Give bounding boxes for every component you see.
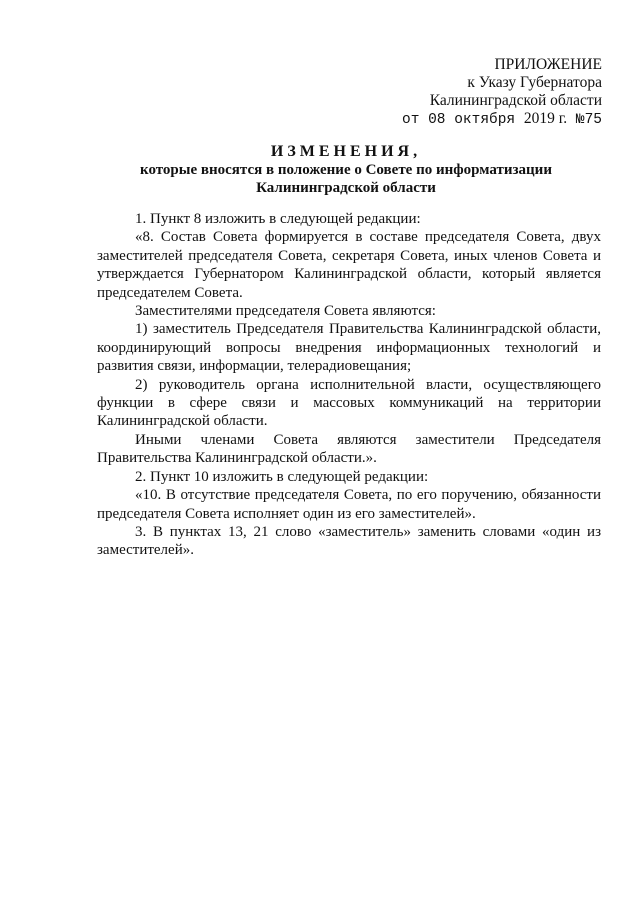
paragraph: 3. В пунктах 13, 21 слово «заместитель» заменить словами «один из заместителей». <box>97 523 601 559</box>
date-year: 2019 г. <box>523 110 568 127</box>
paragraph: 2. Пункт 10 изложить в следующей редакции: <box>135 468 429 485</box>
paragraph: Заместителями председателя Совета являются: <box>135 303 436 320</box>
document-body <box>97 210 601 560</box>
appendix-region: Калининградской области <box>429 92 602 109</box>
paragraph: «10. В отсутствие председателя Совета, по его поручению, обязанности председателя Совета исполняет один из его заместителей». <box>97 487 601 522</box>
date-value: 08 октября <box>428 112 516 128</box>
document-heading <box>96 142 596 197</box>
paragraph: 1) заместитель Председателя Правительства Калининградской области, координирующий вопросы внедрения информационных технологий и развития связи, информации, телерадиовещания; <box>97 321 601 375</box>
decree-number: №75 <box>575 112 602 128</box>
heading-subtitle-line-1: которые вносятся в положение о Совете по информатизации <box>140 162 552 178</box>
paragraph: 1. Пункт 8 изложить в следующей редакции: <box>135 211 421 227</box>
date-prefix: от <box>402 112 420 128</box>
heading-main: ИЗМЕНЕНИЯ, <box>270 143 422 160</box>
appendix-date-line <box>342 110 602 129</box>
appendix-decree-ref: к Указу Губернатора <box>467 74 602 91</box>
heading-subtitle-line-2: Калининградской области <box>256 180 436 196</box>
paragraph: 2) руководитель органа исполнительной власти, осуществляющего функции в сфере связи и массовых коммуникаций на территории Калининградской области. <box>97 376 601 430</box>
appendix-title: ПРИЛОЖЕНИЕ <box>494 56 602 73</box>
paragraph: «8. Состав Совета формируется в составе председателя Совета, двух заместителей председателя Совета, секретаря Совета, иных членов Совета и утверждается Губернатором Калининградской области, который является председателем Совета. <box>97 229 601 301</box>
appendix-header <box>342 56 602 129</box>
paragraph: Иными членами Совета являются заместители Председателя Правительства Калининградской области.». <box>97 431 601 467</box>
